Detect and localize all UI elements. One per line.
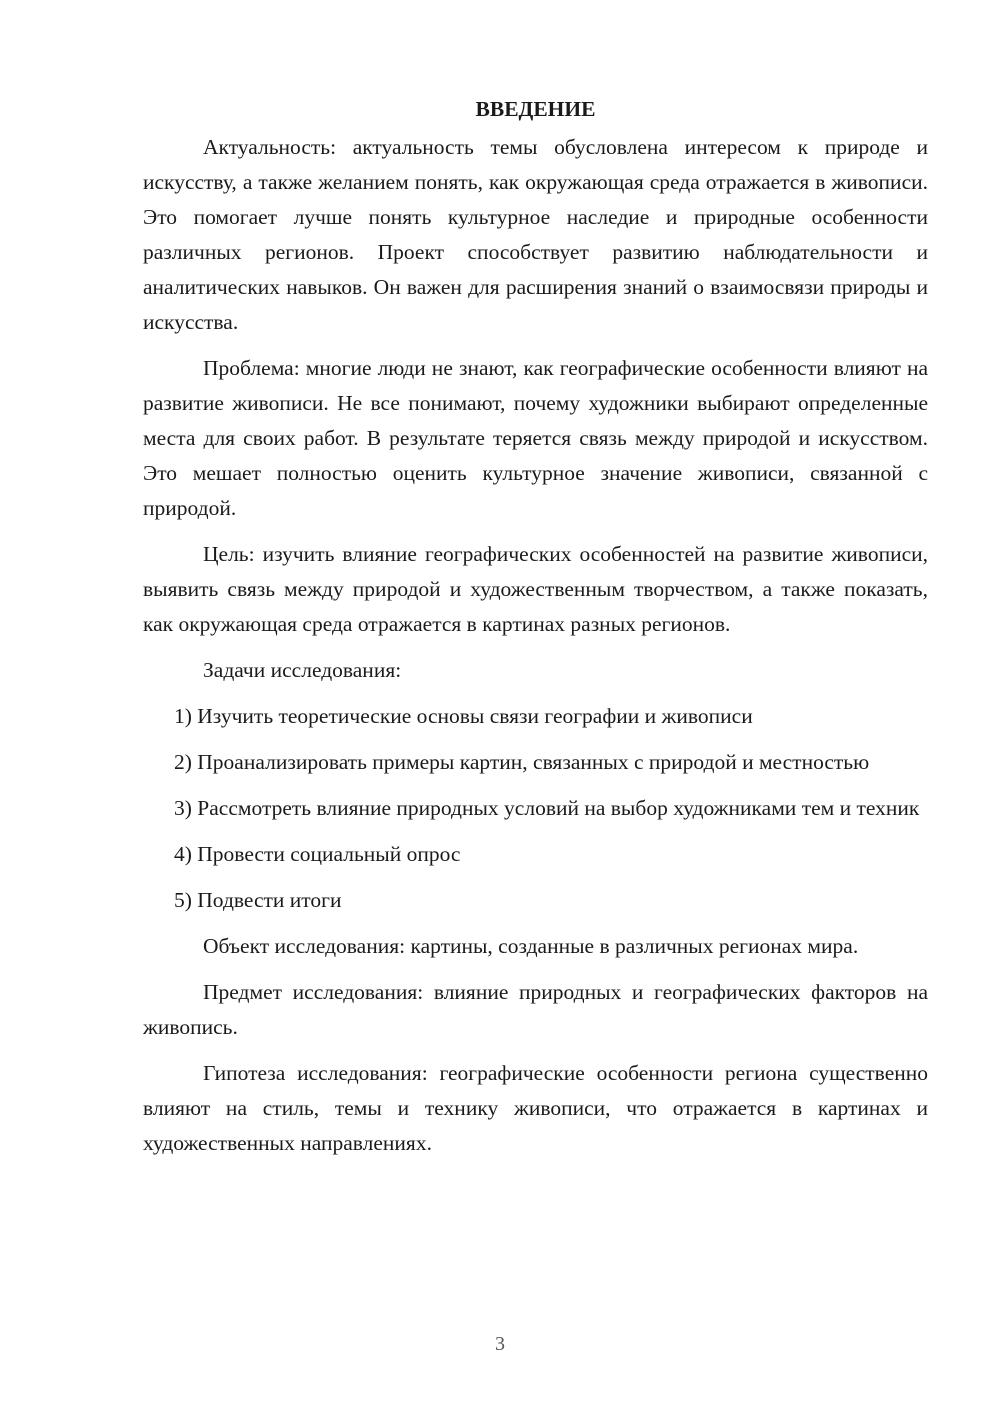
document-page — [143, 92, 928, 1161]
tasks-heading: Задачи исследования: — [203, 658, 402, 682]
paragraph-subject: Предмет исследования: влияние природных и географических факторов на живопись. — [143, 980, 928, 1039]
page-number: 3 — [495, 1333, 505, 1355]
page-title: ВВЕДЕНИЕ — [475, 97, 596, 121]
paragraph-hypothesis: Гипотеза исследования: географические особенности региона существенно влияют на стиль, темы и технику живописи, что отражается в картинах и художественных направлениях. — [143, 1061, 928, 1155]
task-item-3: 3) Рассмотреть влияние природных условий на выбор художниками тем и техник — [174, 796, 920, 820]
task-item-1: 1) Изучить теоретические основы связи географии и живописи — [174, 704, 753, 728]
paragraph-relevance: Актуальность: актуальность темы обусловлена интересом к природе и искусству, а также желанием понять, как окружающая среда отражается в живописи. Это помогает лучше понять культурное наследие и природные особенности различных регионов. Проект способствует развитию наблюдательности и аналитических навыков. Он важен для расширения знаний о взаимосвязи природы и искусства. — [143, 135, 928, 334]
task-item-4: 4) Провести социальный опрос — [174, 842, 461, 866]
task-item-5: 5) Подвести итоги — [174, 888, 342, 912]
paragraph-object: Объект исследования: картины, созданные в различных регионах мира. — [203, 934, 859, 958]
paragraph-goal: Цель: изучить влияние географических особенностей на развитие живописи, выявить связь между природой и художественным творчеством, а также показать, как окружающая среда отражается в картинах разных регионов. — [143, 542, 928, 636]
paragraph-problem: Проблема: многие люди не знают, как географические особенности влияют на развитие живописи. Не все понимают, почему художники выбирают определенные места для своих работ. В результате теряется связь между природой и искусством. Это мешает полностью оценить культурное значение живописи, связанной с природой. — [143, 356, 928, 520]
task-item-2: 2) Проанализировать примеры картин, связанных с природой и местностью — [174, 750, 870, 774]
